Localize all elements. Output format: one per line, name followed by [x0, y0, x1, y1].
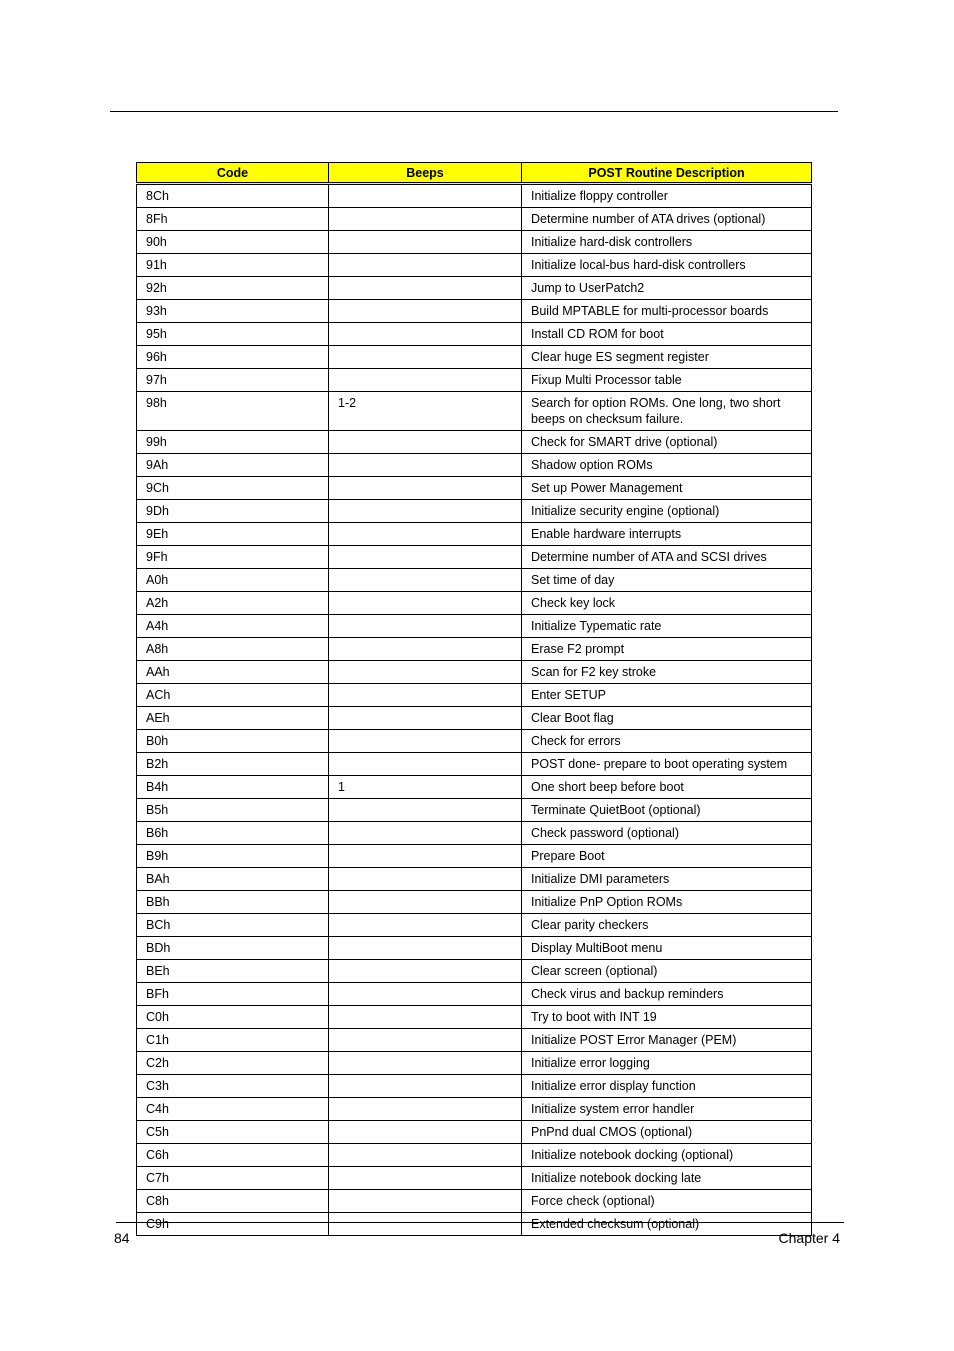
cell-code: BDh — [137, 937, 329, 960]
cell-description: Check password (optional) — [522, 822, 812, 845]
cell-description: Clear huge ES segment register — [522, 346, 812, 369]
cell-description: Initialize error logging — [522, 1052, 812, 1075]
table-row — [137, 1029, 812, 1052]
cell-code: BAh — [137, 868, 329, 891]
cell-code: B5h — [137, 799, 329, 822]
cell-beeps — [329, 523, 522, 546]
cell-description: Check for errors — [522, 730, 812, 753]
cell-code: 93h — [137, 300, 329, 323]
table-row — [137, 1213, 812, 1236]
table-row — [137, 431, 812, 454]
table-row — [137, 638, 812, 661]
cell-beeps — [329, 231, 522, 254]
table-row — [137, 523, 812, 546]
cell-beeps — [329, 500, 522, 523]
chapter-label: Chapter 4 — [778, 1230, 840, 1246]
cell-description: Initialize security engine (optional) — [522, 500, 812, 523]
cell-description: Search for option ROMs. One long, two short beeps on checksum failure. — [522, 392, 812, 431]
cell-code: B0h — [137, 730, 329, 753]
cell-beeps — [329, 1052, 522, 1075]
cell-description: Initialize notebook docking (optional) — [522, 1144, 812, 1167]
cell-beeps — [329, 661, 522, 684]
cell-description: Display MultiBoot menu — [522, 937, 812, 960]
cell-code: A4h — [137, 615, 329, 638]
cell-code: 99h — [137, 431, 329, 454]
table-row — [137, 569, 812, 592]
cell-code: 8Ch — [137, 184, 329, 208]
cell-beeps — [329, 822, 522, 845]
cell-description: Initialize notebook docking late — [522, 1167, 812, 1190]
cell-code: 95h — [137, 323, 329, 346]
cell-beeps — [329, 592, 522, 615]
cell-code: 9Eh — [137, 523, 329, 546]
cell-code: C4h — [137, 1098, 329, 1121]
table-row — [137, 799, 812, 822]
cell-code: 90h — [137, 231, 329, 254]
cell-description: Initialize Typematic rate — [522, 615, 812, 638]
cell-description: Initialize PnP Option ROMs — [522, 891, 812, 914]
table-row — [137, 477, 812, 500]
table-row — [137, 960, 812, 983]
table-row — [137, 454, 812, 477]
cell-description: Shadow option ROMs — [522, 454, 812, 477]
cell-description: Initialize error display function — [522, 1075, 812, 1098]
cell-beeps — [329, 615, 522, 638]
cell-beeps — [329, 1167, 522, 1190]
cell-code: B2h — [137, 753, 329, 776]
table-row — [137, 1006, 812, 1029]
cell-beeps — [329, 914, 522, 937]
table-row — [137, 937, 812, 960]
table-row — [137, 346, 812, 369]
cell-beeps — [329, 1144, 522, 1167]
cell-beeps — [329, 1075, 522, 1098]
cell-code: 96h — [137, 346, 329, 369]
cell-description: Scan for F2 key stroke — [522, 661, 812, 684]
cell-beeps — [329, 753, 522, 776]
cell-beeps — [329, 1029, 522, 1052]
cell-beeps: 1 — [329, 776, 522, 799]
cell-description: Initialize DMI parameters — [522, 868, 812, 891]
table-row — [137, 231, 812, 254]
column-header-code: Code — [137, 163, 329, 184]
cell-description: PnPnd dual CMOS (optional) — [522, 1121, 812, 1144]
cell-beeps — [329, 937, 522, 960]
cell-description: Set up Power Management — [522, 477, 812, 500]
cell-beeps — [329, 799, 522, 822]
cell-description: Determine number of ATA and SCSI drives — [522, 546, 812, 569]
cell-beeps — [329, 684, 522, 707]
cell-beeps — [329, 208, 522, 231]
table-row — [137, 592, 812, 615]
table-header-row — [137, 163, 812, 184]
column-header-description: POST Routine Description — [522, 163, 812, 184]
table-row — [137, 868, 812, 891]
cell-code: BCh — [137, 914, 329, 937]
table-row — [137, 1121, 812, 1144]
cell-code: 9Dh — [137, 500, 329, 523]
table-row — [137, 277, 812, 300]
post-codes-table — [136, 162, 812, 1236]
cell-beeps — [329, 323, 522, 346]
cell-beeps — [329, 1121, 522, 1144]
table-row — [137, 615, 812, 638]
table-row — [137, 392, 812, 431]
table-row — [137, 707, 812, 730]
cell-description: Initialize POST Error Manager (PEM) — [522, 1029, 812, 1052]
table-body — [137, 184, 812, 1236]
cell-code: A2h — [137, 592, 329, 615]
cell-code: C3h — [137, 1075, 329, 1098]
cell-code: BFh — [137, 983, 329, 1006]
cell-description: Clear parity checkers — [522, 914, 812, 937]
cell-beeps — [329, 1213, 522, 1236]
cell-beeps — [329, 868, 522, 891]
cell-description: POST done- prepare to boot operating system — [522, 753, 812, 776]
cell-code: C6h — [137, 1144, 329, 1167]
cell-beeps — [329, 569, 522, 592]
table-row — [137, 1167, 812, 1190]
cell-code: AEh — [137, 707, 329, 730]
table-row — [137, 369, 812, 392]
cell-code: C9h — [137, 1213, 329, 1236]
table-row — [137, 914, 812, 937]
header-rule — [110, 111, 838, 112]
table-row — [137, 1144, 812, 1167]
cell-code: ACh — [137, 684, 329, 707]
cell-beeps — [329, 891, 522, 914]
cell-description: Enable hardware interrupts — [522, 523, 812, 546]
cell-code: C2h — [137, 1052, 329, 1075]
cell-code: 97h — [137, 369, 329, 392]
table-row — [137, 1098, 812, 1121]
cell-code: 91h — [137, 254, 329, 277]
cell-code: 8Fh — [137, 208, 329, 231]
cell-code: 98h — [137, 392, 329, 431]
cell-description: Set time of day — [522, 569, 812, 592]
cell-code: BEh — [137, 960, 329, 983]
cell-description: Force check (optional) — [522, 1190, 812, 1213]
page-number: 84 — [114, 1230, 130, 1246]
footer-rule — [116, 1222, 844, 1223]
table-row — [137, 208, 812, 231]
cell-beeps — [329, 454, 522, 477]
cell-beeps — [329, 1006, 522, 1029]
table-row — [137, 184, 812, 208]
cell-description: Check for SMART drive (optional) — [522, 431, 812, 454]
table-row — [137, 753, 812, 776]
cell-description: Try to boot with INT 19 — [522, 1006, 812, 1029]
table-row — [137, 1052, 812, 1075]
cell-beeps — [329, 1190, 522, 1213]
cell-beeps — [329, 707, 522, 730]
table-row — [137, 845, 812, 868]
cell-beeps — [329, 983, 522, 1006]
cell-beeps — [329, 431, 522, 454]
cell-description: Prepare Boot — [522, 845, 812, 868]
cell-code: 9Fh — [137, 546, 329, 569]
cell-code: 92h — [137, 277, 329, 300]
cell-description: Initialize local-bus hard-disk controllers — [522, 254, 812, 277]
cell-beeps — [329, 184, 522, 208]
cell-beeps — [329, 254, 522, 277]
table-row — [137, 776, 812, 799]
cell-beeps — [329, 960, 522, 983]
cell-code: A0h — [137, 569, 329, 592]
table-row — [137, 661, 812, 684]
cell-description: Jump to UserPatch2 — [522, 277, 812, 300]
cell-beeps — [329, 300, 522, 323]
cell-code: C1h — [137, 1029, 329, 1052]
table-row — [137, 730, 812, 753]
cell-beeps — [329, 369, 522, 392]
cell-description: Build MPTABLE for multi-processor boards — [522, 300, 812, 323]
cell-beeps — [329, 730, 522, 753]
cell-code: C8h — [137, 1190, 329, 1213]
cell-description: Erase F2 prompt — [522, 638, 812, 661]
cell-code: B9h — [137, 845, 329, 868]
cell-beeps: 1-2 — [329, 392, 522, 431]
column-header-beeps: Beeps — [329, 163, 522, 184]
cell-description: Initialize hard-disk controllers — [522, 231, 812, 254]
table-row — [137, 254, 812, 277]
cell-description: Install CD ROM for boot — [522, 323, 812, 346]
cell-description: Clear screen (optional) — [522, 960, 812, 983]
cell-beeps — [329, 845, 522, 868]
cell-beeps — [329, 477, 522, 500]
table-row — [137, 891, 812, 914]
table-row — [137, 822, 812, 845]
cell-code: C7h — [137, 1167, 329, 1190]
table-row — [137, 983, 812, 1006]
cell-description: Check key lock — [522, 592, 812, 615]
table-row — [137, 500, 812, 523]
table-row — [137, 684, 812, 707]
cell-beeps — [329, 546, 522, 569]
cell-code: AAh — [137, 661, 329, 684]
cell-code: B6h — [137, 822, 329, 845]
cell-description: Extended checksum (optional) — [522, 1213, 812, 1236]
cell-code: BBh — [137, 891, 329, 914]
table-row — [137, 1190, 812, 1213]
cell-description: Determine number of ATA drives (optional) — [522, 208, 812, 231]
cell-code: C0h — [137, 1006, 329, 1029]
cell-description: Enter SETUP — [522, 684, 812, 707]
cell-beeps — [329, 346, 522, 369]
table-row — [137, 300, 812, 323]
cell-description: Fixup Multi Processor table — [522, 369, 812, 392]
table-row — [137, 323, 812, 346]
cell-description: One short beep before boot — [522, 776, 812, 799]
cell-code: C5h — [137, 1121, 329, 1144]
table-row — [137, 1075, 812, 1098]
cell-code: 9Ah — [137, 454, 329, 477]
table-row — [137, 546, 812, 569]
cell-beeps — [329, 277, 522, 300]
cell-description: Initialize floppy controller — [522, 184, 812, 208]
cell-beeps — [329, 638, 522, 661]
cell-description: Initialize system error handler — [522, 1098, 812, 1121]
cell-description: Terminate QuietBoot (optional) — [522, 799, 812, 822]
cell-code: B4h — [137, 776, 329, 799]
cell-beeps — [329, 1098, 522, 1121]
cell-code: 9Ch — [137, 477, 329, 500]
cell-code: A8h — [137, 638, 329, 661]
cell-description: Check virus and backup reminders — [522, 983, 812, 1006]
cell-description: Clear Boot flag — [522, 707, 812, 730]
